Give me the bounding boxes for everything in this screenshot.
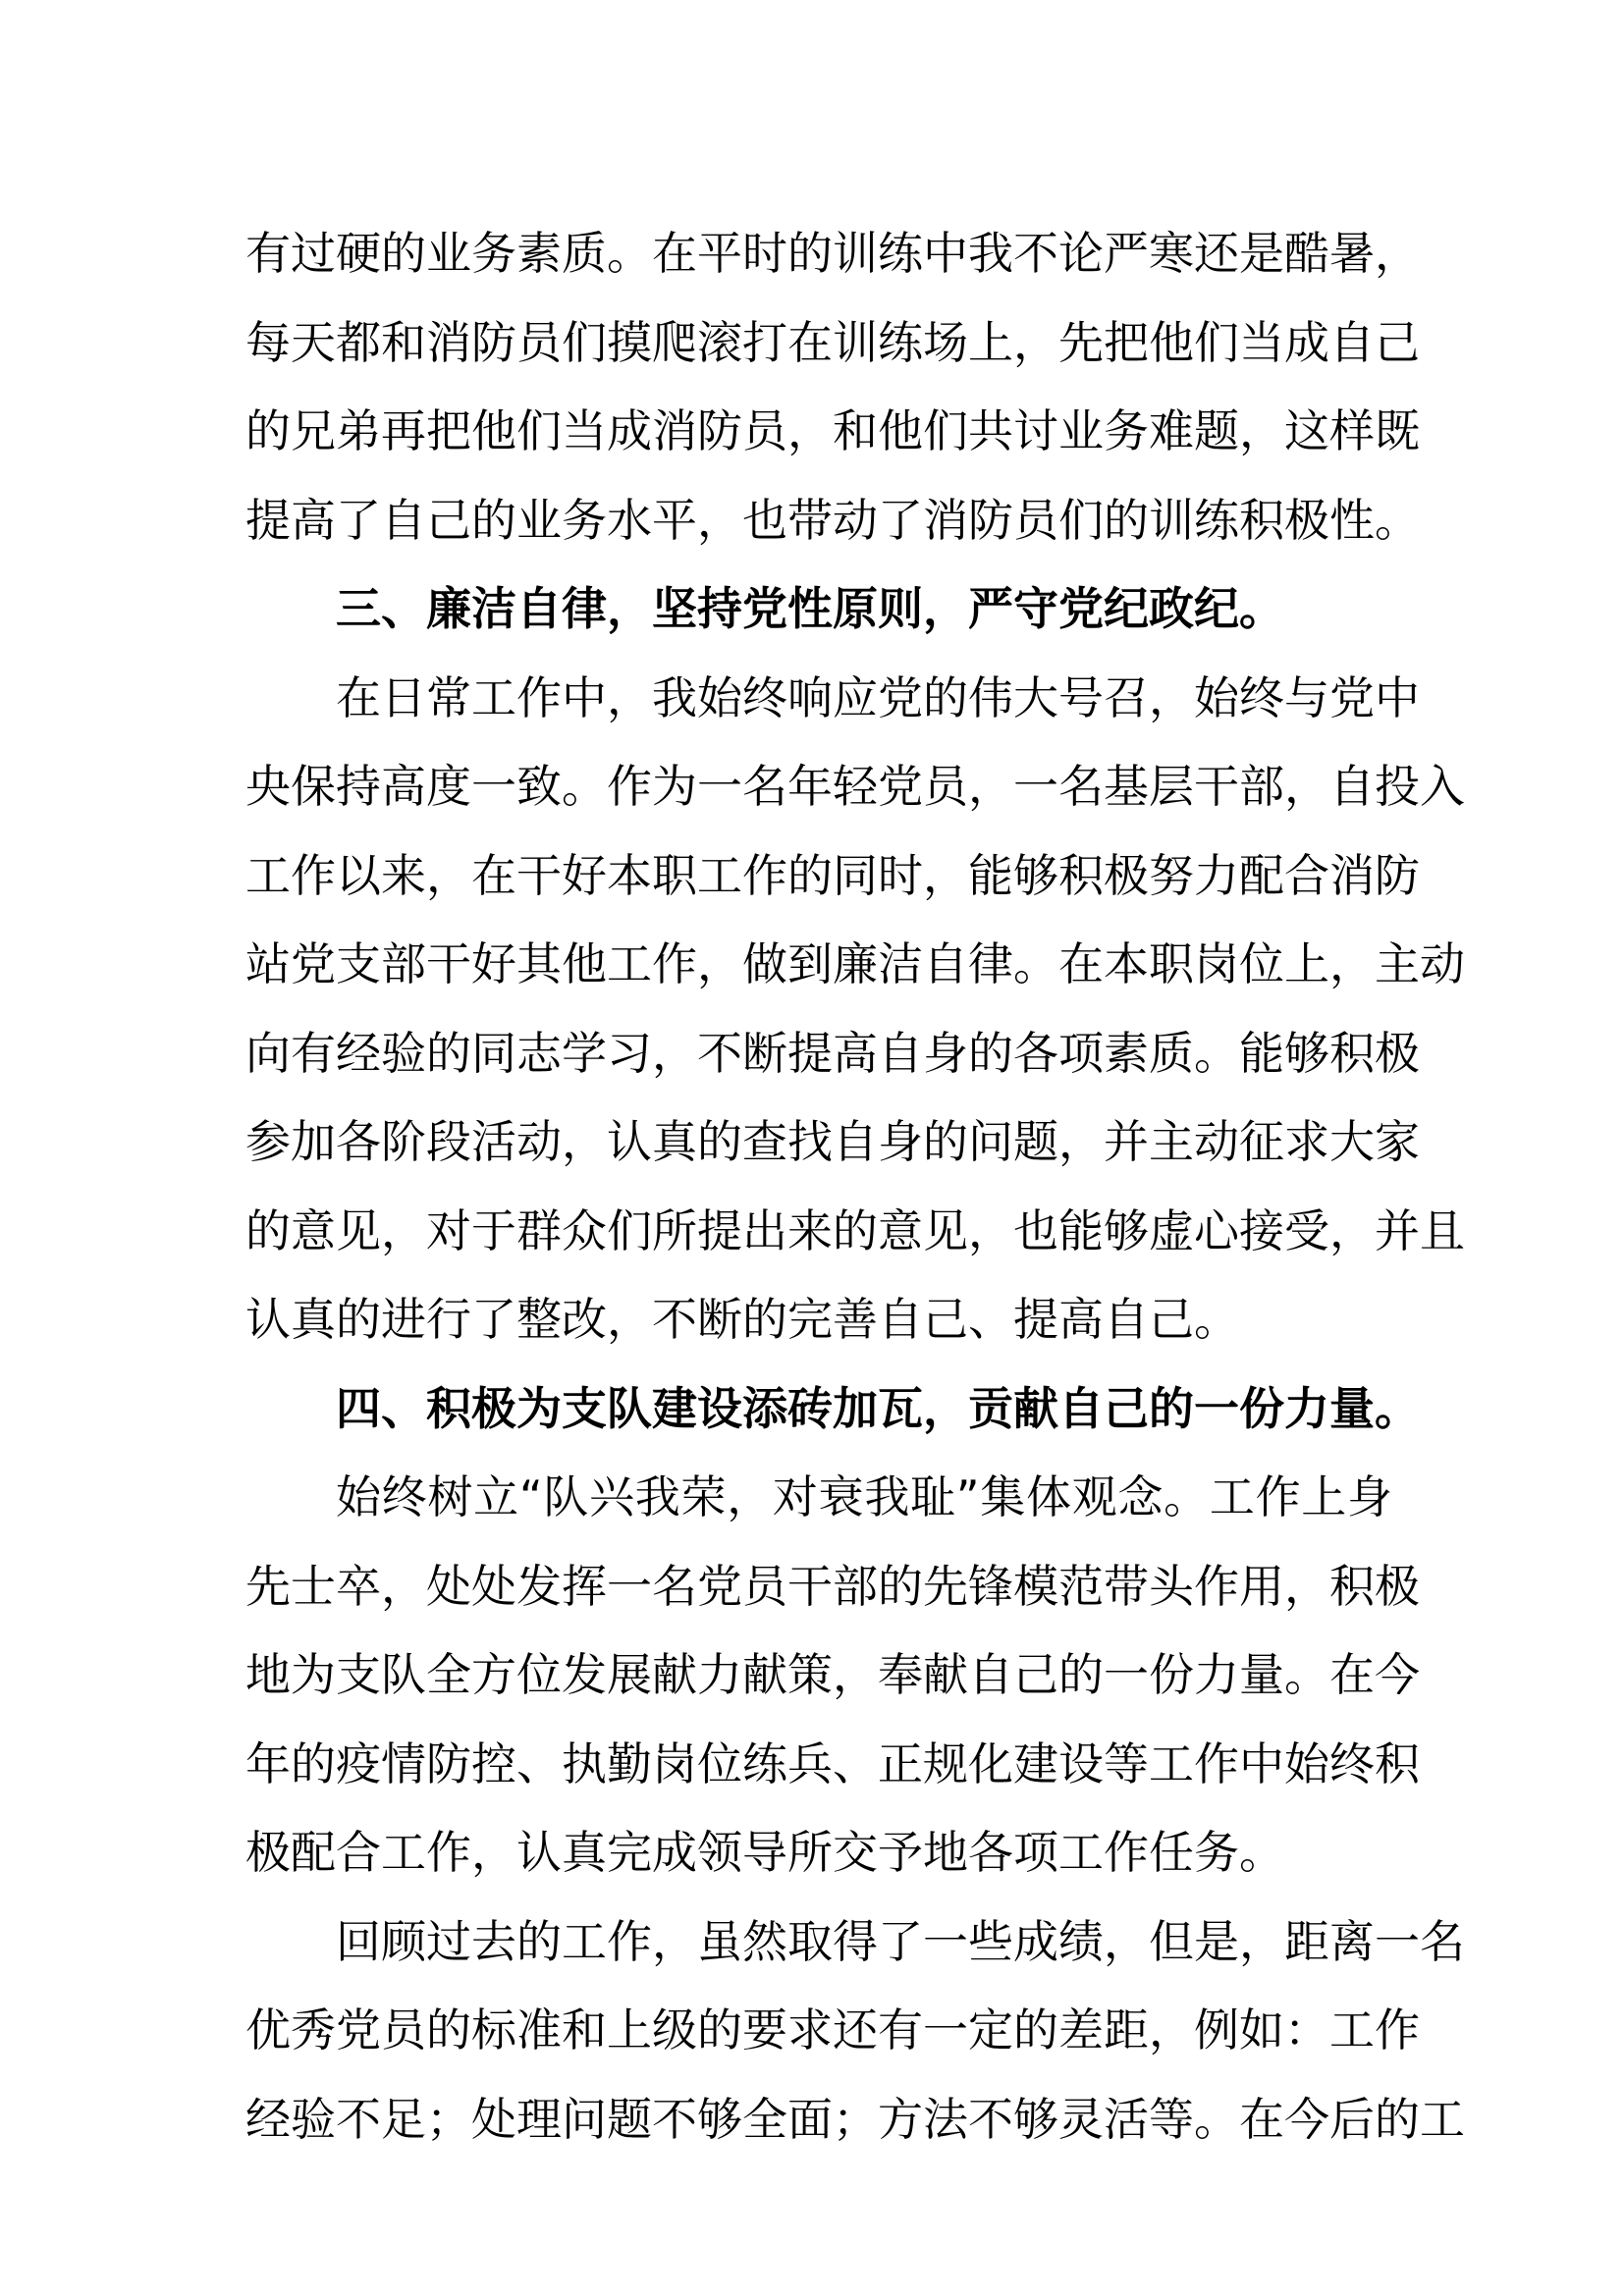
body-text-line: 先士卒，处处发挥一名党员干部的先锋模范带头作用，积极 bbox=[245, 1559, 1420, 1613]
body-text-line: 每天都和消防员们摸爬滚打在训练场上，先把他们当成自己 bbox=[245, 315, 1420, 369]
section-heading: 四、积极为支队建设添砖加瓦，贡献自己的一份力量。 bbox=[336, 1381, 1420, 1435]
body-text-line: 经验不足；处理问题不够全面；方法不够灵活等。在今后的工 bbox=[245, 2092, 1465, 2146]
body-text-line: 在日常工作中，我始终响应党的伟大号召，始终与党中 bbox=[336, 670, 1420, 724]
body-text-line: 提高了自己的业务水平，也带动了消防员们的训练积极性。 bbox=[245, 493, 1420, 547]
body-text-line: 的兄弟再把他们当成消防员，和他们共讨业务难题，这样既 bbox=[245, 404, 1420, 457]
body-text-line: 向有经验的同志学习，不断提高自身的各项素质。能够积极 bbox=[245, 1026, 1420, 1080]
body-text-line: 站党支部干好其他工作，做到廉洁自律。在本职岗位上，主动 bbox=[245, 937, 1465, 990]
body-text-line: 工作以来，在干好本职工作的同时，能够积极努力配合消防 bbox=[245, 848, 1420, 902]
body-text-line: 有过硬的业务素质。在平时的训练中我不论严寒还是酷暑， bbox=[245, 227, 1420, 280]
body-text-line: 优秀党员的标准和上级的要求还有一定的差距，例如：工作 bbox=[245, 2003, 1420, 2056]
body-text-line: 央保持高度一致。作为一名年轻党员，一名基层干部，自投入 bbox=[245, 760, 1465, 813]
body-text-line: 的意见，对于群众们所提出来的意见，也能够虚心接受，并且 bbox=[245, 1203, 1465, 1257]
section-heading: 三、廉洁自律，坚持党性原则，严守党纪政纪。 bbox=[336, 582, 1284, 635]
body-text-line: 极配合工作，认真完成领导所交予地各项工作任务。 bbox=[245, 1826, 1284, 1879]
body-text-line: 认真的进行了整改，不断的完善自己、提高自己。 bbox=[245, 1293, 1239, 1346]
body-text-line: 年的疫情防控、执勤岗位练兵、正规化建设等工作中始终积 bbox=[245, 1736, 1420, 1790]
document-body bbox=[245, 209, 1465, 2163]
body-text-line: 回顾过去的工作，虽然取得了一些成绩，但是，距离一名 bbox=[336, 1914, 1465, 1968]
body-text-line: 始终树立“队兴我荣，对衰我耻”集体观念。工作上身 bbox=[336, 1470, 1392, 1523]
body-text-line: 地为支队全方位发展献力献策，奉献自己的一份力量。在今 bbox=[245, 1648, 1420, 1701]
body-text-line: 参加各阶段活动，认真的查找自身的问题，并主动征求大家 bbox=[245, 1115, 1420, 1168]
